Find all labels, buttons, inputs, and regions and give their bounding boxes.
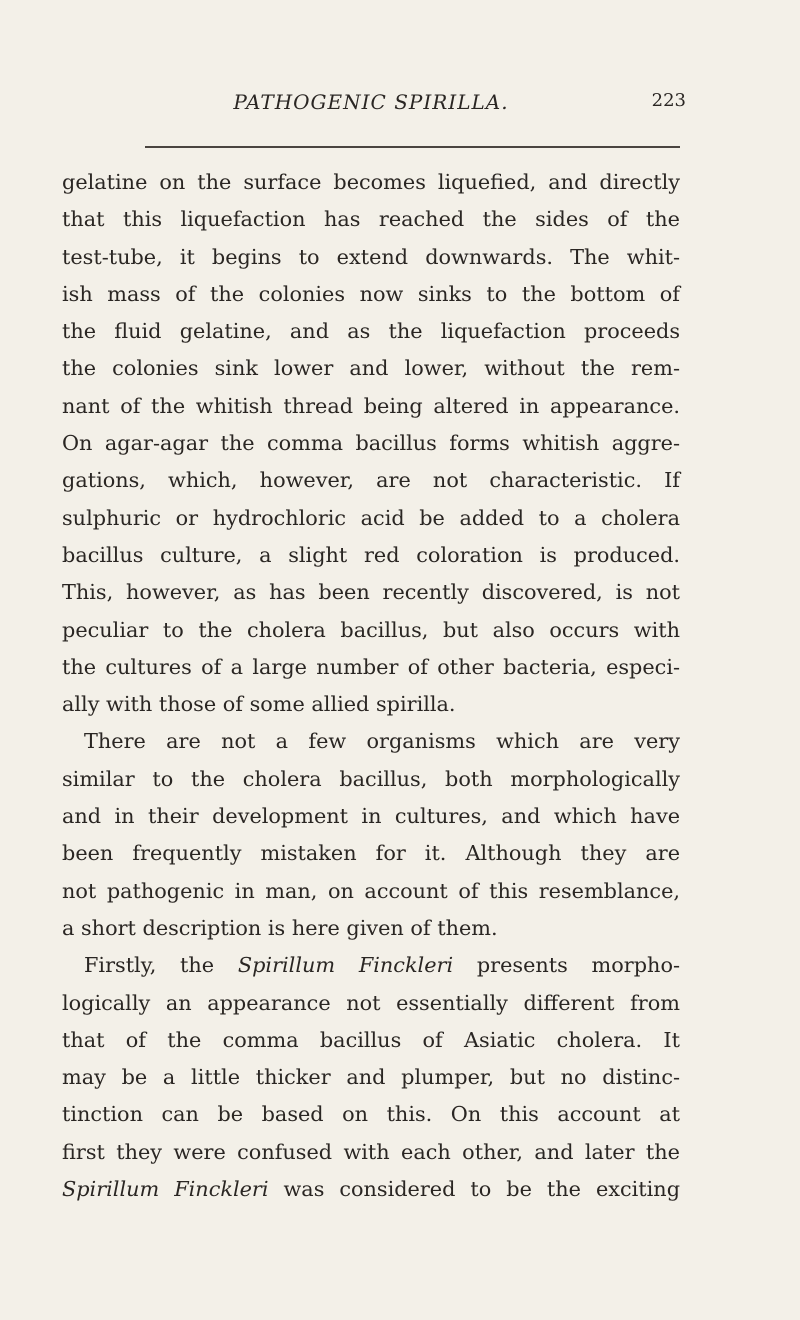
text-line: not pathogenic in man, on account of this resemblance,: [62, 878, 680, 903]
text-line: may be a little thicker and plumper, but no distinc-: [62, 1065, 680, 1090]
text-line: This, however, as has been recently discovered, is not: [62, 580, 680, 605]
text-line: gelatine on the surface becomes liquefied, and directly: [62, 170, 680, 194]
running-head: [62, 86, 686, 126]
text-line: been frequently mistaken for it. Although they are: [62, 841, 680, 866]
text-line: that this liquefaction has reached the sides of the: [62, 207, 680, 232]
text-line: gations, which, however, are not characteristic. If: [62, 468, 680, 493]
text-run: Firstly, the: [84, 953, 238, 978]
text-line: the colonies sink lower and lower, without the rem-: [62, 356, 680, 381]
italic-species-name: Spirillum Finckleri: [62, 1177, 269, 1202]
text-line: [62, 947, 680, 984]
text-run: was considered to be the exciting: [268, 1177, 681, 1202]
text-line: logically an appearance not essentially different from: [62, 990, 680, 1015]
text-line: ish mass of the colonies now sinks to the bottom of: [62, 281, 680, 306]
text-line: and in their development in cultures, and which have: [62, 804, 680, 829]
text-run: presents morpho-: [453, 953, 680, 978]
text-line: test-tube, it begins to extend downwards. The whit-: [62, 244, 680, 269]
text-line: ally with those of some allied spirilla.: [62, 692, 456, 717]
text-line: first they were confused with each other, and later the: [62, 1139, 680, 1164]
text-line: tinction can be based on this. On this account at: [62, 1102, 680, 1127]
text-line: the cultures of a large number of other bacteria, especi-: [62, 654, 680, 679]
italic-species-name: Spirillum Finckleri: [237, 953, 454, 978]
text-line: that of the comma bacillus of Asiatic cholera. It: [62, 1027, 680, 1052]
text-line: bacillus culture, a slight red coloration is produced.: [62, 542, 680, 567]
text-line: On agar-agar the comma bacillus forms whitish aggre-: [62, 431, 680, 456]
running-title: PATHOGENIC SPIRILLA.: [233, 90, 509, 114]
text-line: There are not a few organisms which are very: [84, 729, 680, 754]
body-text: [62, 164, 680, 1208]
page-number: 223: [651, 90, 686, 111]
text-line: the fluid gelatine, and as the liquefaction proceeds: [62, 319, 680, 344]
text-line: sulphuric or hydrochloric acid be added to a cholera: [62, 505, 680, 530]
text-line: nant of the whitish thread being altered in appearance.: [62, 393, 680, 418]
header-rule: [145, 146, 680, 148]
text-line: a short description is here given of them.: [62, 915, 498, 940]
text-line: similar to the cholera bacillus, both morphologically: [62, 766, 680, 791]
text-line: peculiar to the cholera bacillus, but also occurs with: [62, 617, 680, 642]
text-line: [62, 1171, 680, 1208]
